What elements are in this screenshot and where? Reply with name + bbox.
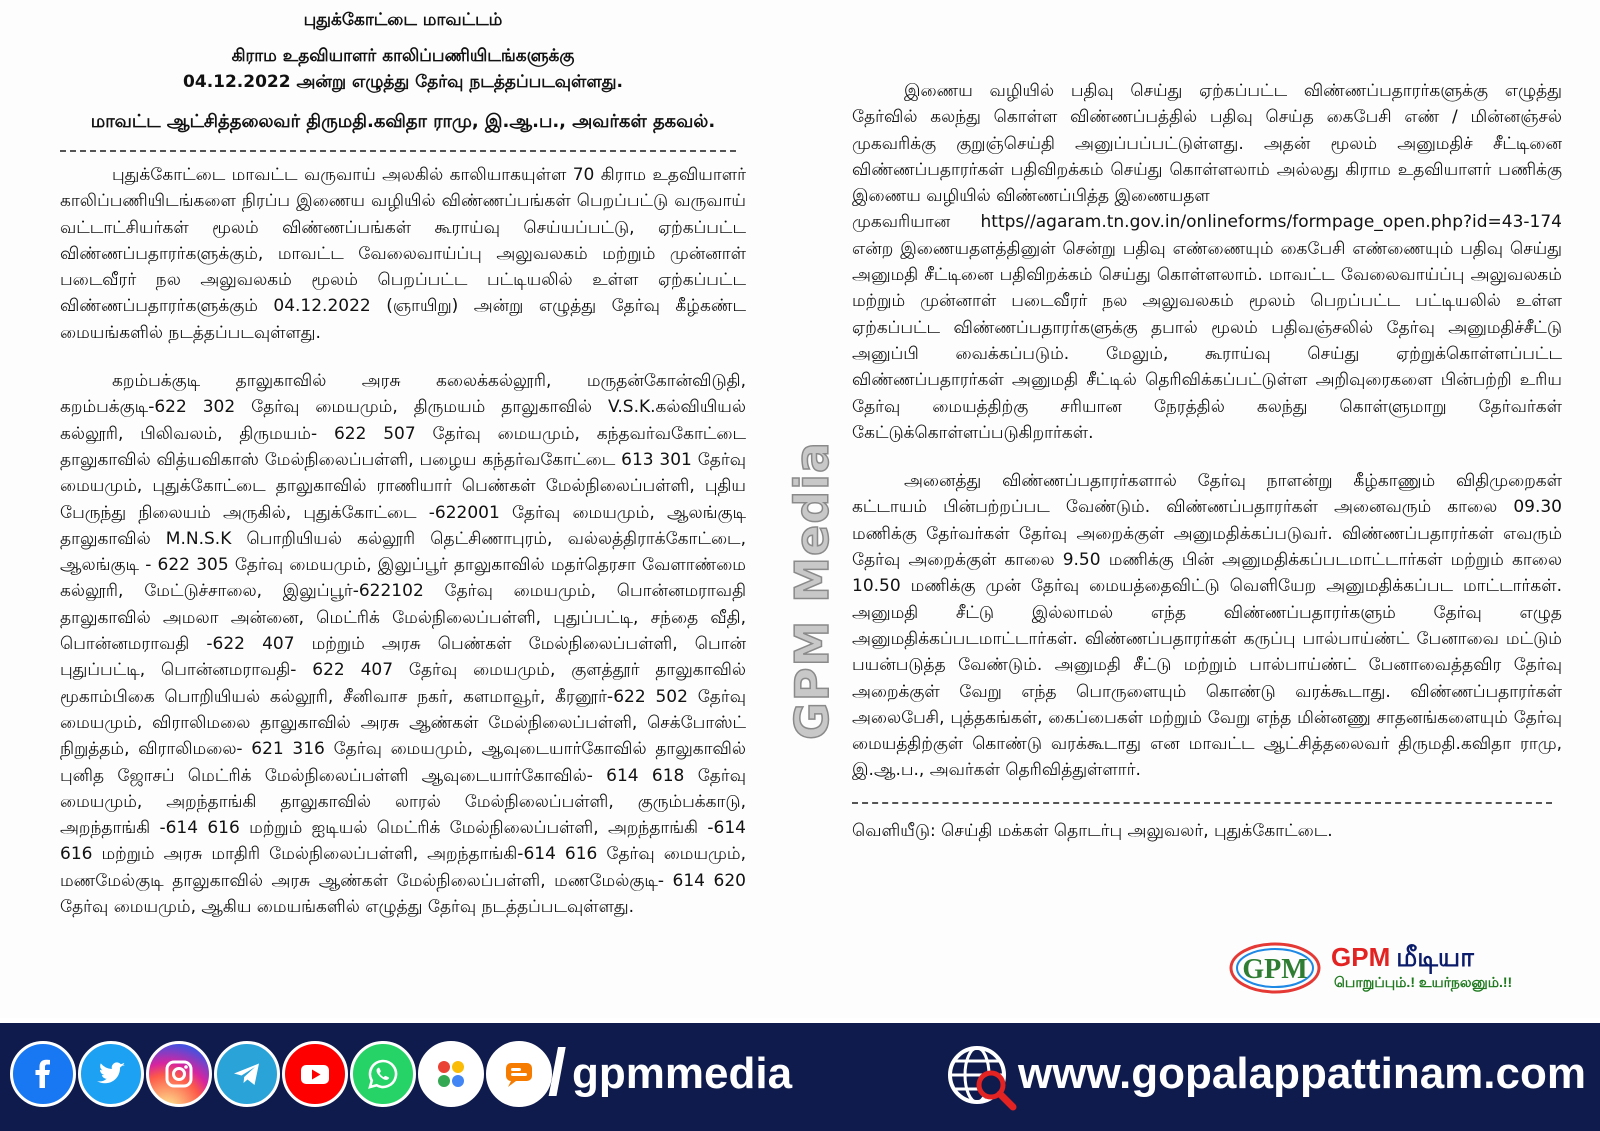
twitter-icon[interactable]	[78, 1041, 144, 1107]
url-label: முகவரியான	[852, 212, 951, 233]
dashed-divider	[60, 150, 736, 152]
paragraph-exam-centres: கறம்பக்குடி தாலுகாவில் அரசு கலைக்கல்லூரி, மருதன்கோன்விடுதி, கறம்பக்குடி-622 302 தேர்வு மையமும், திருமயம் தாலுகாவில் V.S.K.கல்வியியல் கல்லூரி, பிலிவலம், திருமயம்- 622 507 தேர்வு மையமும், கந்தவர்வகோட்டை தாலுகாவில் வித்யவிகாஸ் மேல்நிலைப்பள்ளி, பழைய கந்தர்வகோட்டை 613 301 தேர்வு மையமும், புதுக்கோட்டை தாலுகாவில் ராணியார் பெண்கள் மேல்நிலைப்பள்ளி, புதிய பேருந்து நிலையம் அருகில், புதுக்கோட்டை -622001 தேர்வு மையமும், ஆலங்குடி தாலுகாவில் M.N.S.K பொறியியல் கல்லூரி தெட்சிணாபுரம், வல்லத்திராக்கோட்டை, ஆலங்குடி - 622 305 தேர்வு மையமும், இலுப்பூர் தாலுகாவில் மதர்தெரசா வேளாண்மை கல்லூரி, மேட்டுச்சாலை, இலுப்பூர்-622102 தேர்வு மையமும், பொன்னமராவதி தாலுகாவில் அமலா அன்னை, மெட்ரிக் மேல்நிலைப்பள்ளி, புதுப்பட்டி, சந்தை வீதி, பொன்னமராவதி -622 407 மற்றும் அரசு பெண்கள் மேல்நிலைப்பள்ளி, பொன் புதுப்பட்டி, பொன்னமராவதி- 622 407 தேர்வு மையமும், குளத்தூர் தாலுகாவில் மூகாம்பிகை பொறியியல் கல்லூரி, சீனிவாச நகர், களமாவூர், கீரனூர்-622 502 தேர்வு மையமும், விராலிமலை தாலுகாவில் அரசு ஆண்கள் மேல்நிலைப்பள்ளி, செக்போஸ்ட் நிறுத்தம், விராலிமலை- 621 316 தேர்வு மையமும், ஆவுடையார்கோவில் தாலுகாவில் புனித ஜோசப் மெட்ரிக் மேல்நிலைப்பள்ளி ஆவுடையார்கோவில்- 614 618 தேர்வு மையமும், அறந்தாங்கி தாலுகாவில் லாரல் மேல்நிலைப்பள்ளி, குரும்பக்காடு, அறந்தாங்கி -614 616 மற்றும் ஐடியல் மெட்ரிக் மேல்நிலைப்பள்ளி, அறந்தாங்கி -614 616 மற்றும் அரசு மாதிரி மேல்நிலைப்பள்ளி, அறந்தாங்கி-614 616 தேர்வு மையமும், மணமேல்குடி தாலுகாவில் அரசு ஆண்கள் மேல்நிலைப்பள்ளி, மணமேல்குடி- 614 620 தேர்வு மையமும், ஆகிய மையங்களில் எழுத்து தேர்வு நடத்தப்படவுள்ளது.	[60, 371, 746, 918]
brand-name-tamil: மீடியா	[1396, 942, 1474, 972]
paragraph-hall-ticket-continued: என்ற இணையதளத்தினுள் சென்று பதிவு எண்ணையும் கைபேசி எண்ணையும் பதிவு செய்து அனுமதி சீட்டினை பதிவிறக்கம் செய்து கொள்ளலாம். மாவட்ட வேலைவாய்ப்பு அலுவலகம் மற்றும் முன்னாள் படைவீரர் நல அலுவலகம் மூலம் பெறப்பட்ட பட்டியலில் உள்ள ஏற்கப்பட்ட விண்ணப்பதாரர்களுக்கு தபால் மூலம் பதிவஞ்சலில் தேர்வு அனுமதிச்சீட்டு அனுப்பி வைக்கப்படும். மேலும், கூராய்வு செய்து ஏற்றுக்கொள்ளப்பட்ட விண்ணப்பதாரர்கள் அனுமதி சீட்டில் தெரிவிக்கப்பட்டுள்ள அறிவுரைகளை பின்பற்றி உரிய தேர்வு மையத்திற்கு சரியான நேரத்தில் கலந்து கொள்ளுமாறு தேர்வர்கள் கேட்டுக்கொள்ளப்படுகிறார்கள்.	[852, 238, 1562, 443]
apps-icon[interactable]	[418, 1041, 484, 1107]
instagram-icon[interactable]	[146, 1041, 212, 1107]
url-line	[852, 209, 1562, 235]
whatsapp-icon[interactable]	[350, 1041, 416, 1107]
left-column	[60, 10, 746, 920]
website-link[interactable]: www.gopalappattinam.com	[1018, 1049, 1586, 1098]
brand-name	[1331, 942, 1474, 976]
release-credit: வெளியீடு: செய்தி மக்கள் தொடர்பு அலுவலர், புதுக்கோட்டை.	[852, 820, 1333, 841]
title-line-1: கிராம உதவியாளர் காலிப்பணியிடங்களுக்கு	[231, 46, 575, 66]
handle-slash: /	[548, 1035, 567, 1109]
telegram-icon[interactable]	[214, 1041, 280, 1107]
facebook-icon[interactable]	[10, 1041, 76, 1107]
title-line-2: 04.12.2022 அன்று எழுத்து தேர்வு நடத்தப்படவுள்ளது.	[183, 72, 623, 92]
social-icons-row	[10, 1041, 552, 1107]
dashed-divider-right	[852, 802, 1552, 804]
gpm-brand-block	[1228, 940, 1558, 1000]
social-handle[interactable]: gpmmedia	[572, 1049, 793, 1098]
paragraph-intro: புதுக்கோட்டை மாவட்ட வருவாய் அலகில் காலியாகயுள்ள 70 கிராம உதவியாளர் காலிப்பணியிடங்களை நிரப்ப இணைய வழியில் விண்ணப்பங்கள் பெறப்பட்டு வருவாய் வட்டாட்சியர்கள் மூலம் விண்ணப்பங்கள் கூராய்வு செய்யப்பட்டு, ஏற்கப்பட்ட விண்ணப்பதாரர்களுக்கும், மாவட்ட வேலைவாய்ப்பு அலுவலகம் மற்றும் முன்னாள் படைவீரர் நல அலுவலகம் மூலம் பெறப்பட்ட பட்டியலில் உள்ள ஏற்கப்பட்ட விண்ணப்பதாரர்களுக்கும் 04.12.2022 (ஞாயிறு) அன்று எழுத்து தேர்வு கீழ்கண்ட மையங்களில் நடத்தப்படவுள்ளது.	[60, 165, 746, 343]
district-heading: புதுக்கோட்டை மாவட்டம்	[303, 10, 503, 30]
hall-ticket-url: https//agaram.tn.gov.in/onlineforms/formpage_open.php?id=43-174	[980, 212, 1562, 233]
brand-tagline: பொறுப்பும்.! உயர்நலனும்.!!	[1334, 974, 1513, 990]
youtube-icon[interactable]	[282, 1041, 348, 1107]
watermark-text: GPM Media	[785, 441, 839, 740]
paragraph-exam-rules: அனைத்து விண்ணப்பதாரர்களால் தேர்வு நாளன்று கீழ்காணும் விதிமுறைகள் கட்டாயம் பின்பற்றப்பட வேண்டும். விண்ணப்பதாரர்கள் அனைவரும் காலை 09.30 மணிக்கு தேர்வர்கள் தேர்வு அறைக்குள் அனுமதிக்கப்படுவர். விண்ணப்பதாரர்கள் எவரும் தேர்வு அறைக்குள் காலை 9.50 மணிக்கு பின் அனுமதிக்கப்படமாட்டார்கள் மற்றும் காலை 10.50 மணிக்கு முன் தேர்வு மையத்தைவிட்டு வெளியேற அனுமதிக்கப்பட மாட்டார்கள். அனுமதி சீட்டு இல்லாமல் எந்த விண்ணப்பதாரர்களும் தேர்வு எழுத அனுமதிக்கப்படமாட்டார்கள். விண்ணப்பதாரர்கள் கருப்பு பால்பாய்ண்ட் பேனாவை மட்டும் பயன்படுத்த வேண்டும். அனுமதி சீட்டு மற்றும் பால்பாய்ண்ட் பேனாவைத்தவிர தேர்வு அறைக்குள் வேறு எந்த பொருளையும் கொண்டு வரக்கூடாது. விண்ணப்பதாரர்கள் அலைபேசி, புத்தகங்கள், கைப்பைகள் மற்றும் வேறு எந்த மின்னணு சாதனங்களையும் தேர்வு மையத்திற்குள் கொண்டு வரக்கூடாது என மாவட்ட ஆட்சித்தலைவர் திருமதி.கவிதா ராமு, இ.ஆ.ப., அவர்கள் தெரிவித்துள்ளார்.	[852, 471, 1562, 781]
globe-search-icon	[943, 1041, 1019, 1113]
svg-text:GPM: GPM	[1242, 954, 1308, 985]
gpm-logo-icon	[1228, 940, 1322, 996]
blogger-icon[interactable]	[486, 1041, 552, 1107]
collector-info-heading: மாவட்ட ஆட்சித்தலைவர் திருமதி.கவிதா ராமு, இ.ஆ.ப., அவர்கள் தகவல்.	[90, 111, 716, 132]
social-footer-banner	[0, 1018, 1600, 1131]
paragraph-hall-ticket: இணைய வழியில் பதிவு செய்து ஏற்கப்பட்ட விண்ணப்பதாரர்களுக்கு எழுத்து தேர்வில் கலந்து கொள்ள விண்ணப்பத்தில் பதிவு செய்த கைபேசி எண் / மின்னஞ்சல் முகவரிக்கு குறுஞ்செய்தி அனுப்பப்பட்டுள்ளது. அதன் மூலம் அனுமதிச் சீட்டினை விண்ணப்பதாரர்கள் பதிவிறக்கம் செய்து கொள்ளலாம் அல்லது கிராம உதவியாளர் பணிக்கு இணைய வழியில் விண்ணப்பித்த இணையதள	[852, 81, 1562, 207]
brand-name-latin: GPM	[1331, 942, 1391, 972]
right-column	[852, 78, 1562, 844]
